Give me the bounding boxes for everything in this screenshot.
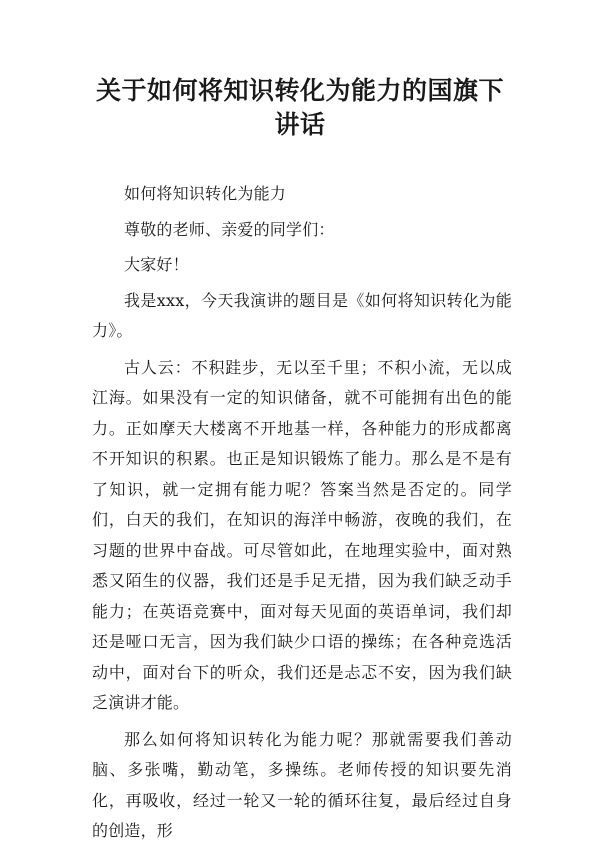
paragraph-salutation: 尊敬的老师、亲爱的同学们：: [124, 219, 335, 239]
paragraph-body-2: 那么如何将知识转化为能力呢？那就需要我们善动脑、多张嘴，勤动笔，多操练。老师传授的知识要先消化，再吸收，经过一轮又一轮的循环往复，最后经过自身的创造，形: [92, 729, 512, 840]
paragraph-body-1: 古人云：不积跬步，无以至千里；不积小流，无以成江海。如果没有一定的知识储备，就不可能拥有出色的能力。正如摩天大楼离不开地基一样，各种能力的形成都离不开知识的积累。也正是知识锻炼了能力。那么是不是有了知识，就一定拥有能力呢？答案当然是否定的。同学们，白天的我们，在知识的海洋中畅游，夜晚的我们，在习题的世界中奋战。可尽管如此，在地理实验中，面对熟悉又陌生的仪器，我们还是手足无措，因为我们缺乏动手能力；在英语竞赛中，面对每天见面的英语单词，我们却还是哑口无言，因为我们缺少口语的操练；在各种竞选活动中，面对台下的听众，我们还是忐忑不安，因为我们缺乏演讲才能。: [92, 357, 512, 712]
paragraph-greeting: 大家好！: [124, 255, 189, 274]
paragraph-subtitle: 如何将知识转化为能力: [124, 184, 287, 203]
document-title: 关于如何将知识转化为能力的国旗下讲话: [95, 76, 504, 139]
paragraph-intro: 我是xxx，今天我演讲的题目是《如何将知识转化为能力》。: [92, 290, 512, 340]
document-body: [92, 179, 512, 853]
